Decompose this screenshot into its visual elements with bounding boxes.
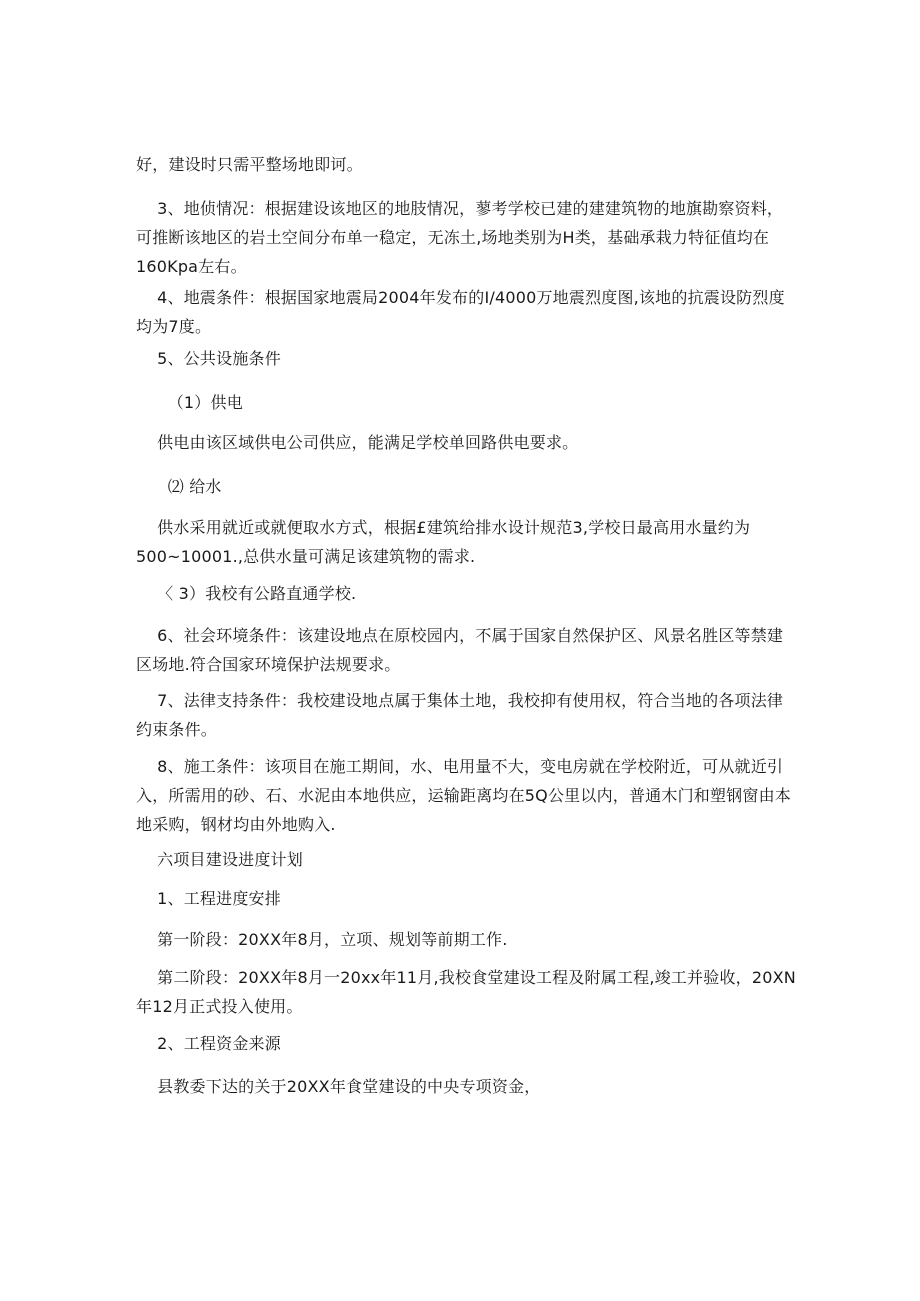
heading-schedule: 六项目建设进度计划 [136,850,303,869]
paragraph-earthquake: 4、地震条件：根据国家地震局2004年发布的I/4000万地震烈度图,该地的抗震设防烈度均为7度。 [136,288,785,336]
paragraph-phase-one: 第一阶段：20XX年8月，立项、规划等前期工作. [136,930,508,949]
paragraph-construction: 8、施工条件：该项目在施工期间，水、电用量不大，变电房就在学校附近，可从就近引入，所需用的砂、石、水泥由本地供应，运输距离均在5Q公里以内，普通木门和塑钢窗由本地采购，钢材均由外地购入. [136,757,791,834]
paragraph-continuation: 好，建设时只需平整场地即诃。 [136,155,363,174]
heading-progress: 1、工程进度安排 [136,889,281,908]
paragraph-social-environment: 6、社会环境条件：该建设地点在原校园内，不属于国家自然保护区、风景名胜区等禁建区场地.符合国家环境保护法规要求。 [136,626,784,674]
subheading-power: （1）供电 [136,393,243,412]
heading-funding: 2、工程资金来源 [136,1034,281,1053]
paragraph-power: 供电由该区域供电公司供应，能满足学校单回路供电要求。 [136,433,579,452]
paragraph-geology: 3、地侦情况：根据建设该地区的地肢情况，蓼考学校已建的建建筑物的地旗勘察资料，可推断该地区的岩土空间分布单一稳定，无冻土,场地类别为H类，基础承栽力特征值均在160Kpa左右。 [136,199,784,276]
heading-public-facilities: 5、公共设施条件 [136,349,281,368]
paragraph-road: 〈 3）我校有公路直通学校. [136,584,357,603]
subheading-water: ⑵ 给水 [136,477,222,496]
paragraph-funding: 县教委下达的关于20XX年食堂建设的中央专项资金， [136,1077,541,1096]
paragraph-phase-two: 第二阶段：20XX年8月一20xx年11月,我校食堂建设工程及附属工程,竣工并验收，20XN年12月正式投入使用。 [136,968,796,1016]
paragraph-water: 供水采用就近或就便取水方式，根据£建筑给排水设计规范3,学校日最高用水量约为500~10001.,总供水量可满足该建筑物的需求. [136,518,751,566]
paragraph-legal: 7、法律支持条件：我校建设地点属于集体土地，我校抑有使用权，符合当地的各项法律约束条件。 [136,691,784,739]
